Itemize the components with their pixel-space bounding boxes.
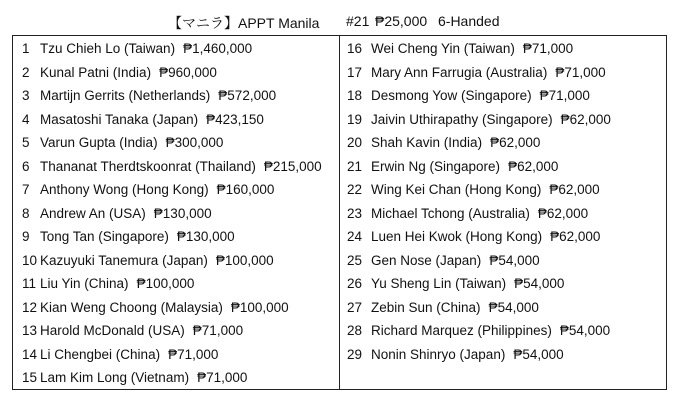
player-entry [371,61,606,85]
prize-amount: ₱100,000 [230,299,289,315]
prize-amount: ₱423,150 [206,111,264,127]
player-name: Shah Kavin (India) [371,135,483,150]
player-entry [40,155,322,179]
finish-position: 20 [347,135,363,150]
finish-position: 4 [22,111,30,127]
finish-position: 26 [347,276,363,291]
finish-position: 19 [347,111,363,127]
prize-amount: ₱130,000 [176,229,235,244]
prize-amount: ₱71,000 [192,323,244,338]
player-name: Gen Nose (Japan) [371,252,482,268]
event-format: 6-Handed [438,13,500,29]
event-buyin: ₱25,000 [375,13,428,29]
result-row [13,131,339,155]
prize-amount: ₱54,000 [513,346,564,362]
page-title [0,13,680,33]
player-name: Thananat Therdtskoonrat (Thailand) [40,158,256,174]
result-row [13,178,339,202]
player-name: Anthony Wong (Hong Kong) [40,182,209,197]
player-entry [40,319,243,343]
prize-amount: ₱71,000 [555,64,606,80]
player-entry [40,131,223,155]
finish-position: 18 [347,88,363,103]
finish-position: 27 [347,299,363,315]
prize-amount: ₱62,000 [560,111,611,127]
prize-amount: ₱1,460,000 [183,41,253,56]
finish-position: 14 [22,346,38,362]
result-row [340,272,666,296]
prize-amount: ₱300,000 [165,135,224,150]
player-name: Erwin Ng (Singapore) [371,158,501,174]
player-name: Masatoshi Tanaka (Japan) [40,111,199,127]
player-name: Jaivin Uthirapathy (Singapore) [371,111,553,127]
finish-position: 23 [347,205,363,221]
finish-position: 6 [22,158,30,174]
player-entry [371,202,588,226]
prize-amount: ₱62,000 [537,205,589,221]
result-row [13,37,339,61]
finish-position: 1 [22,41,30,56]
result-row [13,84,339,108]
finish-position: 5 [22,135,30,150]
result-row [340,37,666,61]
player-name: Andrew An (USA) [40,205,146,221]
prize-amount: ₱62,000 [508,158,559,174]
prize-amount: ₱71,000 [522,41,574,56]
player-name: Nonin Shinryo (Japan) [371,346,506,362]
player-entry [371,343,564,367]
player-entry [40,272,194,296]
player-entry [40,178,274,202]
result-row [13,272,339,296]
prize-amount: ₱71,000 [539,88,590,103]
player-name: Kazuyuki Tanemura (Japan) [40,252,208,268]
player-name: Wei Cheng Yin (Taiwan) [371,41,515,56]
finish-position: 11 [22,276,37,291]
result-row [13,343,339,367]
finish-position: 9 [22,229,30,244]
player-name: Luen Hei Kwok (Hong Kong) [371,229,543,244]
result-row [340,249,666,273]
finish-position: 13 [22,323,38,338]
player-name: Li Chengbei (China) [40,346,161,362]
finish-position: 21 [347,158,363,174]
result-row [13,202,339,226]
result-row [13,155,339,179]
player-name: Martijn Gerrits (Netherlands) [40,88,211,103]
player-entry [40,249,274,273]
event-name: 【マニラ】APPT Manila [168,15,320,31]
player-entry [371,225,600,249]
result-row [13,296,339,320]
prize-amount: ₱215,000 [263,158,322,174]
finish-position: 12 [22,299,38,315]
results-column-right [340,36,666,389]
player-entry [371,84,590,108]
finish-position: 22 [347,182,363,197]
player-entry [371,249,540,273]
result-row [340,61,666,85]
player-name: Tzu Chieh Lo (Taiwan) [40,41,176,56]
player-entry [40,343,218,367]
prize-amount: ₱100,000 [136,276,195,291]
result-row [340,108,666,132]
prize-amount: ₱54,000 [489,252,540,268]
prize-amount: ₱54,000 [559,323,611,338]
finish-position: 25 [347,252,363,268]
results-table [12,35,667,390]
result-row [13,108,339,132]
player-entry [371,37,573,61]
player-name: Zebin Sun (China) [371,299,481,315]
player-name: Tong Tan (Singapore) [40,229,169,244]
result-row [340,319,666,343]
player-name: Wing Kei Chan (Hong Kong) [371,182,542,197]
prize-amount: ₱100,000 [215,252,274,268]
player-entry [371,319,610,343]
player-entry [40,225,235,249]
prize-amount: ₱54,000 [514,276,565,291]
player-name: Liu Yin (China) [40,276,129,291]
finish-position: 10 [22,252,38,268]
prize-amount: ₱62,000 [550,229,601,244]
result-row [340,296,666,320]
prize-amount: ₱71,000 [197,370,248,385]
finish-position: 24 [347,229,363,244]
finish-position: 16 [347,41,363,56]
result-row [340,155,666,179]
player-entry [40,37,252,61]
player-entry [40,84,276,108]
results-column-left [13,36,340,389]
player-entry [40,108,264,132]
player-entry [40,202,212,226]
finish-position: 15 [22,370,38,385]
player-entry [40,61,217,85]
finish-position: 28 [347,323,363,338]
result-row [340,343,666,367]
player-entry [371,131,540,155]
finish-position: 17 [347,64,363,80]
finish-position: 2 [22,64,30,80]
player-name: Kunal Patni (India) [40,64,152,80]
player-name: Kian Weng Choong (Malaysia) [40,299,223,315]
result-row [13,249,339,273]
player-entry [40,296,289,320]
player-name: Yu Sheng Lin (Taiwan) [371,276,507,291]
prize-amount: ₱71,000 [168,346,219,362]
finish-position: 3 [22,88,30,103]
player-name: Michael Tchong (Australia) [371,205,530,221]
prize-amount: ₱572,000 [218,88,277,103]
result-row [13,225,339,249]
result-row [340,84,666,108]
result-row [13,366,339,390]
player-entry [371,178,600,202]
prize-amount: ₱62,000 [549,182,600,197]
result-row [13,319,339,343]
player-name: Desmong Yow (Singapore) [371,88,532,103]
player-entry [371,108,611,132]
result-row [340,202,666,226]
player-entry [371,155,558,179]
finish-position: 8 [22,205,30,221]
prize-amount: ₱54,000 [488,299,539,315]
prize-amount: ₱62,000 [490,135,541,150]
finish-position: 29 [347,346,363,362]
finish-position: 7 [22,182,30,197]
player-entry [371,296,539,320]
result-row [13,61,339,85]
player-name: Lam Kim Long (Vietnam) [40,370,190,385]
result-row [340,131,666,155]
prize-amount: ₱960,000 [159,64,217,80]
prize-amount: ₱130,000 [153,205,212,221]
player-entry [40,366,247,390]
prize-amount: ₱160,000 [216,182,275,197]
player-name: Harold McDonald (USA) [40,323,185,338]
player-name: Varun Gupta (India) [40,135,158,150]
event-number: #21 [346,13,370,29]
player-name: Mary Ann Farrugia (Australia) [371,64,548,80]
player-entry [371,272,564,296]
result-row [340,225,666,249]
result-row [340,178,666,202]
player-name: Richard Marquez (Philippines) [371,323,552,338]
